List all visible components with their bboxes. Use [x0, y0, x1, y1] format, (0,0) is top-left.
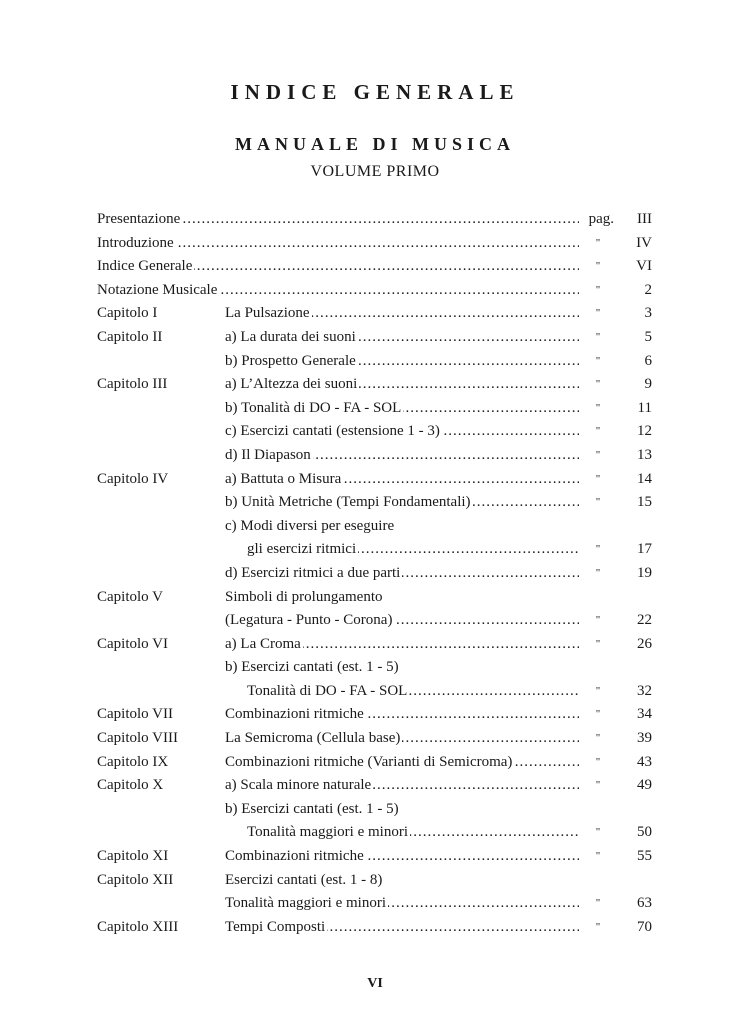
toc-row: [97, 727, 652, 751]
toc-page-prefix: ": [595, 708, 601, 721]
toc-entry-text: gli esercizi ritmici: [247, 538, 358, 562]
toc-chapter-label: Capitolo VI: [97, 635, 168, 652]
toc-entry-text: Tempi Composti: [225, 916, 327, 940]
toc-entry-text: b) Esercizi cantati (est. 1 - 5): [225, 800, 399, 817]
toc-page-number: 11: [637, 399, 652, 416]
toc-chapter-label: Capitolo V: [97, 588, 163, 605]
toc-entry-text: Combinazioni ritmiche: [225, 703, 366, 727]
toc-entry: [225, 586, 579, 610]
toc-entry: [225, 869, 579, 893]
toc-row: [97, 302, 652, 326]
toc-entry: [225, 468, 579, 492]
toc-page-prefix: ": [595, 378, 601, 391]
toc-page-number: 9: [644, 376, 652, 393]
toc-entry-text: a) Scala minore naturale: [225, 774, 373, 798]
toc-page-number: 2: [644, 281, 652, 298]
toc-page-prefix: ": [595, 850, 601, 863]
toc-entry-text: c) Modi diversi per eseguire: [225, 517, 395, 534]
toc-entry-text: Combinazioni ritmiche: [225, 845, 366, 869]
toc-row: [97, 468, 652, 492]
toc-entry: [225, 633, 579, 657]
toc-entry-text: a) L’Altezza dei suoni: [225, 373, 359, 397]
toc-entry-text: La Pulsazione: [225, 302, 312, 326]
toc-chapter-label: Capitolo XI: [97, 848, 169, 865]
toc-chapter-label: Capitolo IX: [97, 753, 169, 770]
toc-chapter-label: Capitolo III: [97, 376, 168, 393]
toc-page-prefix: ": [595, 472, 601, 485]
toc-page-number: 49: [637, 777, 652, 794]
toc-row: [97, 869, 652, 893]
toc-entry: [97, 208, 579, 232]
toc-entry-text: Tonalità di DO - FA - SOL: [247, 680, 409, 704]
toc-page-number: 32: [637, 682, 652, 699]
toc-row: [97, 774, 652, 798]
toc-entry-text: Presentazione: [97, 208, 182, 232]
toc-chapter-label: Capitolo I: [97, 305, 158, 322]
toc-page-number: 6: [644, 352, 652, 369]
toc-entry-text: c) Esercizi cantati (estensione 1 - 3): [225, 420, 442, 444]
toc-chapter-label: Capitolo IV: [97, 470, 169, 487]
toc-page-prefix: ": [595, 448, 601, 461]
toc-page-prefix: ": [595, 543, 601, 556]
toc-entry-text: b) Unità Metriche (Tempi Fondamentali): [225, 491, 473, 515]
toc-chapter-label: Capitolo II: [97, 328, 163, 345]
toc-row: [97, 892, 652, 916]
toc-entry: [225, 444, 579, 468]
toc-entry: [225, 515, 579, 539]
toc-entry: [97, 279, 579, 303]
toc-entry: [225, 656, 579, 680]
toc-entry-text: Esercizi cantati (est. 1 - 8): [225, 871, 383, 888]
toc-page-number: 26: [637, 635, 652, 652]
toc-page-prefix: ": [595, 307, 601, 320]
toc-chapter-label: Capitolo VII: [97, 706, 173, 723]
toc-row: [97, 656, 652, 680]
toc-row: [97, 420, 652, 444]
toc-page-prefix: ": [595, 826, 601, 839]
toc-entry: [97, 232, 579, 256]
toc-entry-text: d) Il Diapason: [225, 444, 313, 468]
toc-row: [97, 208, 652, 232]
toc-entry: [225, 420, 579, 444]
toc-entry-text: a) La Croma: [225, 633, 303, 657]
toc-row: [97, 326, 652, 350]
toc-row: [97, 586, 652, 610]
toc-entry-text: Introduzione: [97, 232, 176, 256]
toc-entry: [225, 373, 579, 397]
toc-entry-text: b) Prospetto Generale: [225, 350, 358, 374]
book-title: MANUALE DI MUSICA: [234, 134, 515, 154]
toc-entry: [225, 751, 579, 775]
toc-row: [97, 444, 652, 468]
toc-entry: [225, 727, 579, 751]
toc-page-prefix: ": [595, 236, 601, 249]
toc-page-number: 39: [637, 730, 652, 747]
toc-row: [97, 397, 652, 421]
page-title: INDICE GENERALE: [230, 80, 520, 104]
toc-entry: [225, 609, 579, 633]
toc-page-number: 50: [637, 824, 652, 841]
toc-row: [97, 751, 652, 775]
toc-entry-text: a) Battuta o Misura: [225, 468, 343, 492]
table-of-contents: [97, 208, 652, 939]
toc-entry: [225, 845, 579, 869]
toc-page-prefix: ": [595, 684, 601, 697]
toc-row: [97, 491, 652, 515]
toc-entry: [247, 821, 579, 845]
toc-entry: [225, 562, 579, 586]
toc-row: [97, 916, 652, 940]
toc-page-prefix: ": [595, 614, 601, 627]
toc-row: [97, 279, 652, 303]
toc-entry: [225, 703, 579, 727]
toc-entry: [247, 538, 579, 562]
toc-entry-text: d) Esercizi ritmici a due parti: [225, 562, 402, 586]
toc-page-prefix: ": [595, 897, 601, 910]
toc-row: [97, 609, 652, 633]
toc-entry: [225, 491, 579, 515]
toc-page-prefix: ": [595, 330, 601, 343]
toc-page-prefix: ": [595, 425, 601, 438]
toc-entry: [225, 350, 579, 374]
toc-entry-text: La Semicroma (Cellula base): [225, 727, 402, 751]
toc-entry: [225, 302, 579, 326]
toc-page-number: 15: [637, 494, 652, 511]
toc-entry: [247, 680, 579, 704]
toc-page-prefix: ": [595, 920, 601, 933]
toc-entry: [225, 774, 579, 798]
toc-entry: [225, 892, 579, 916]
toc-page-number: 63: [637, 895, 652, 912]
toc-chapter-label: Capitolo XII: [97, 871, 174, 888]
toc-row: [97, 821, 652, 845]
toc-page-prefix: ": [595, 566, 601, 579]
toc-entry-text: Simboli di prolungamento: [225, 588, 383, 605]
page-number: VI: [367, 976, 383, 991]
toc-chapter-label: Capitolo X: [97, 777, 164, 794]
toc-page-prefix: ": [595, 779, 601, 792]
toc-page-prefix: pag.: [588, 211, 614, 227]
toc-entry-text: a) La durata dei suoni: [225, 326, 358, 350]
toc-page-number: 70: [637, 918, 652, 935]
toc-page-prefix: ": [595, 354, 601, 367]
toc-entry-text: Tonalità maggiori e minori: [247, 821, 410, 845]
toc-entry-text: (Legatura - Punto - Corona): [225, 609, 394, 633]
toc-entry: [225, 326, 579, 350]
toc-page-number: 34: [637, 706, 652, 723]
toc-row: [97, 680, 652, 704]
toc-page-number: 13: [637, 446, 652, 463]
toc-page-prefix: ": [595, 260, 601, 273]
toc-entry-text: b) Tonalità di DO - FA - SOL: [225, 397, 403, 421]
toc-entry: [97, 255, 579, 279]
toc-page-number: III: [637, 211, 652, 227]
toc-row: [97, 373, 652, 397]
toc-row: [97, 538, 652, 562]
toc-entry: [225, 798, 579, 822]
toc-page-number: IV: [636, 234, 652, 251]
toc-page-prefix: ": [595, 496, 601, 509]
toc-row: [97, 845, 652, 869]
toc-entry-text: b) Esercizi cantati (est. 1 - 5): [225, 659, 399, 676]
toc-page-prefix: ": [595, 755, 601, 768]
toc-entry: [225, 397, 579, 421]
toc-entry: [225, 916, 579, 940]
toc-page-prefix: ": [595, 401, 601, 414]
toc-row: [97, 350, 652, 374]
toc-entry-text: Indice Generale: [97, 255, 194, 279]
toc-page-number: 22: [637, 612, 652, 629]
toc-page-number: VI: [636, 258, 652, 275]
toc-page-prefix: ": [595, 283, 601, 296]
toc-row: [97, 633, 652, 657]
toc-row: [97, 562, 652, 586]
volume-title: VOLUME PRIMO: [310, 163, 440, 180]
toc-entry-text: Tonalità maggiori e minori: [225, 892, 388, 916]
toc-entry-text: Notazione Musicale: [97, 279, 219, 303]
toc-page-number: 43: [637, 753, 652, 770]
toc-page-number: 12: [637, 423, 652, 440]
toc-chapter-label: Capitolo VIII: [97, 730, 178, 747]
toc-page-number: 17: [637, 541, 652, 558]
toc-page-number: 3: [644, 305, 652, 322]
toc-page-number: 14: [637, 470, 652, 487]
toc-row: [97, 232, 652, 256]
toc-page-number: 55: [637, 848, 652, 865]
toc-page-number: 19: [637, 564, 652, 581]
toc-row: [97, 798, 652, 822]
toc-page-prefix: ": [595, 637, 601, 650]
toc-page-prefix: ": [595, 732, 601, 745]
toc-row: [97, 255, 652, 279]
toc-row: [97, 515, 652, 539]
toc-chapter-label: Capitolo XIII: [97, 918, 179, 935]
toc-row: [97, 703, 652, 727]
toc-entry-text: Combinazioni ritmiche (Varianti di Semicroma): [225, 751, 514, 775]
toc-page-number: 5: [644, 328, 652, 345]
